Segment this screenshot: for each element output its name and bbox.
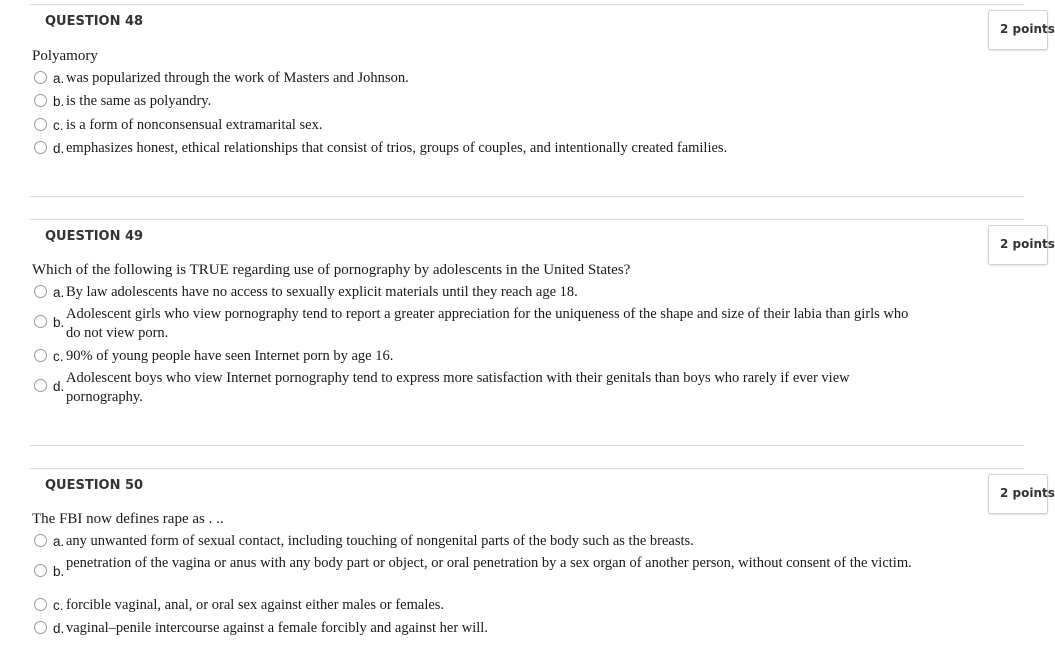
radio-button[interactable]	[34, 621, 47, 634]
option-letter: d.	[53, 621, 65, 636]
section-divider	[30, 196, 1024, 197]
option-text: penetration of the vagina or anus with any body part or object, or oral penetration by a sex organ of another person, without consent of the victim.	[66, 555, 912, 571]
question-header	[30, 4, 1024, 45]
option-letter: d.	[53, 141, 65, 156]
option-text: vaginal–penile intercourse against a female forcibly and against her will.	[66, 620, 488, 636]
radio-button[interactable]	[34, 118, 47, 131]
option-letter: b.	[53, 94, 65, 109]
option-text: Adolescent girls who view pornography tend to report a greater appreciation for the uniqueness of the shape and size of their labia than girls who do not view porn.	[66, 306, 909, 341]
question-header	[30, 468, 1024, 509]
points-badge: 2 points	[988, 225, 1048, 265]
radio-button[interactable]	[34, 349, 47, 362]
option-letter: c.	[53, 118, 64, 133]
option-text: was popularized through the work of Masters and Johnson.	[66, 70, 409, 86]
radio-button[interactable]	[34, 94, 47, 107]
option-text: By law adolescents have no access to sexually explicit materials until they reach age 18.	[66, 284, 578, 300]
option-text: 90% of young people have seen Internet porn by age 16.	[66, 348, 394, 364]
option-letter: a.	[53, 71, 65, 86]
radio-button[interactable]	[34, 141, 47, 154]
option-letter: b.	[53, 564, 65, 579]
radio-button[interactable]	[34, 71, 47, 84]
radio-button[interactable]	[34, 598, 47, 611]
radio-button[interactable]	[34, 534, 47, 547]
option-letter: a.	[53, 285, 65, 300]
option-letter: d.	[53, 379, 65, 394]
question-title: QUESTION 50	[45, 478, 144, 493]
option-letter: b.	[53, 315, 65, 330]
option-letter: c.	[53, 598, 64, 613]
option-text: any unwanted form of sexual contact, including touching of nongenital parts of the body such as the breasts.	[66, 533, 694, 549]
option-letter: a.	[53, 534, 65, 549]
option-text: is the same as polyandry.	[66, 93, 212, 109]
question-title: QUESTION 49	[45, 229, 144, 244]
option-text: is a form of nonconsensual extramarital sex.	[66, 117, 323, 133]
radio-button[interactable]	[34, 564, 47, 577]
question-title: QUESTION 48	[45, 14, 144, 29]
radio-button[interactable]	[34, 285, 47, 298]
question-prompt: Which of the following is TRUE regarding use of pornography by adolescents in the United States?	[32, 262, 631, 278]
points-badge: 2 points	[988, 10, 1048, 50]
question-prompt: The FBI now defines rape as . ..	[32, 511, 224, 527]
option-text: emphasizes honest, ethical relationships that consist of trios, groups of couples, and intentionally created families.	[66, 140, 728, 156]
question-prompt: Polyamory	[32, 48, 98, 64]
radio-button[interactable]	[34, 315, 47, 328]
option-text: forcible vaginal, anal, or oral sex against either males or females.	[66, 597, 445, 613]
radio-button[interactable]	[34, 379, 47, 392]
option-letter: c.	[53, 349, 64, 364]
points-badge: 2 points	[988, 474, 1048, 514]
option-text: Adolescent boys who view Internet pornography tend to express more satisfaction with their genitals than boys who rarely if ever view pornography.	[66, 370, 850, 405]
section-divider	[30, 445, 1024, 446]
question-header	[30, 219, 1024, 260]
